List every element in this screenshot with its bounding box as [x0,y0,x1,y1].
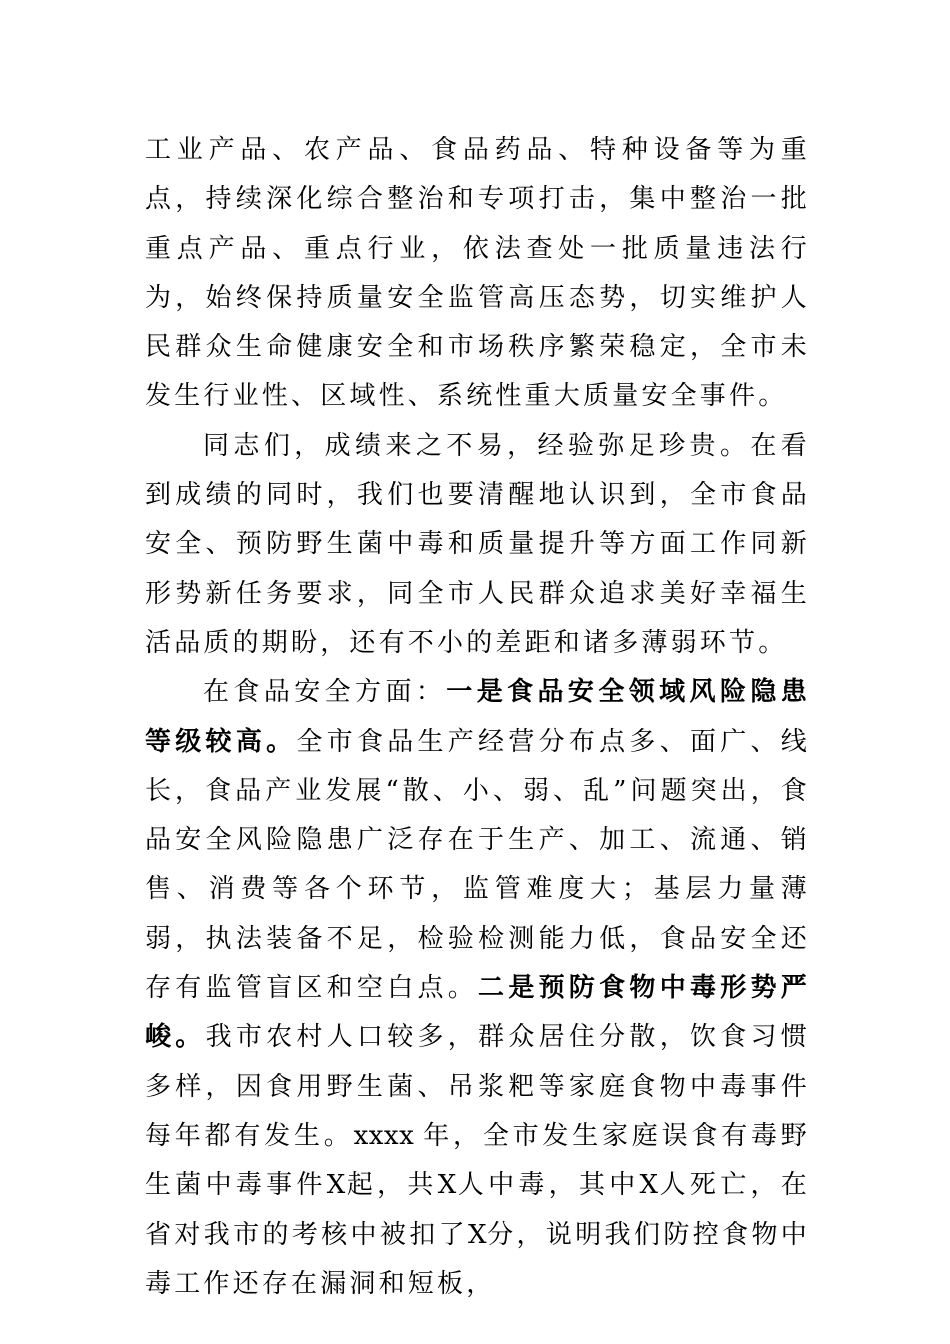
count-placeholder: X [468,1219,488,1250]
text-run: 同志们，成绩来之不易，经验弥足珍贵。在看到成绩的同时，我们也要清醒地认识到，全市食品安全、预防野生菌中毒和质量提升等方面工作同新形势新任务要求，同全市人民群众追求美好幸福生活品质的期盼，还有不小的差距和诸多薄弱环节。 [145,430,810,658]
paragraph-quality-supervision [145,126,810,422]
bold-heading-risk-level: 一是食品安全领域风险隐患等级较高。 [145,677,810,757]
text-run: 分，说明我们防控食物中毒工作还存在漏洞和短板， [145,1219,811,1299]
text-run: 年，全市发生家庭误食有毒野生菌中毒事件 [145,1120,810,1201]
text-run: 全市食品生产经营分布点多、面广、线长，食品产业发展“散、小、弱、乱”问题突出，食品安全风险隐患广泛存在于生产、加工、流通、销售、消费等各个环节，监管难度大；基层力量薄弱，执法装备不足，检验检测能力低，食品安全还存有监管盲区和空白点。 [145,726,810,1004]
text-run: 我市农村人口较多，群众居住分散，饮食习惯多样，因食用野生菌、吊浆粑等家庭食物中毒事件每年都有发生。 [145,1022,810,1151]
paragraph-food-safety [145,668,810,1309]
count-placeholder: X [639,1170,659,1201]
text-run: 人死亡，在省对我市的考核中被扣了 [145,1170,810,1250]
text-run: 人中毒，其中 [456,1170,640,1201]
year-placeholder: xxxx [353,1120,415,1151]
text-run: 工业产品、农产品、食品药品、特种设备等为重点，持续深化综合整治和专项打击，集中整治一批重点产品、重点行业，依法查处一批质量违法行为，始终保持质量安全监管高压态势，切实维护人民群众生命健康安全和市场秩序繁荣稳定，全市未发生行业性、区域性、系统性重大质量安全事件。 [145,135,810,412]
bold-heading-poisoning-prevention: 二是预防食物中毒形势严峻。 [145,973,811,1053]
document-body [145,126,810,1309]
count-placeholder: X [437,1170,457,1201]
count-placeholder: X [326,1170,346,1201]
text-run: 起，共 [345,1170,438,1201]
paragraph-shortcomings-intro [145,422,810,668]
text-run: 在食品安全方面： [203,677,447,708]
